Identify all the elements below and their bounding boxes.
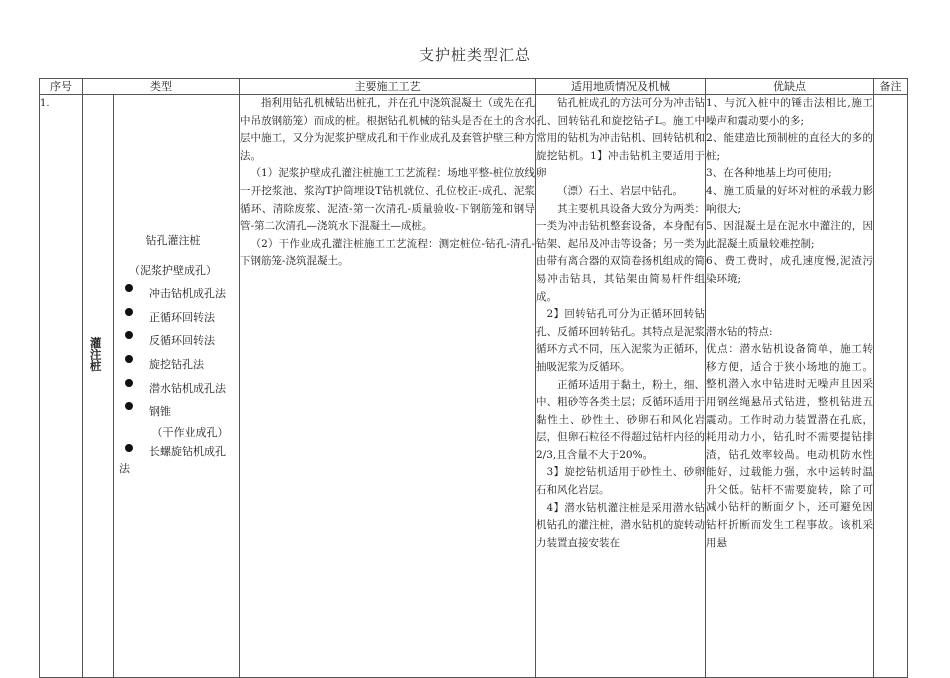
header-geology: 适用地质情况及机械 [536, 79, 706, 95]
geology-paragraph: 2】回转钻孔可分为正循环回转钻孔、反循环回转钻孔。其特点是泥浆循环方式不同，压入泥浆为正循环，抽吸泥浆为反循环。 [536, 308, 705, 373]
header-pros-cons: 优缺点 [706, 79, 874, 95]
geology-paragraph: 正循环适用于黏土，粉土，细、中、粗砂等各类土层；反循环适用于黏性土、砂性土、砂卵石和风化岩层，但卵石粒径不得超过钻杆内径的2/3,且含量不大于20%。 [536, 378, 705, 461]
header-type: 类型 [83, 79, 240, 95]
category-divider [113, 95, 114, 677]
pros-cons-item: 6、费工费时，成孔速度慢,泥渣污染环境; [706, 255, 873, 285]
process-paragraph: 指利用钻孔机械钻出桩孔，并在孔中浇筑混凝土（或先在孔中吊放钢筋笼）而成的桩。根据钻孔机械的钻头是否在土的含水层中施工，又分为泥浆护壁成孔和干作业成孔及套管护壁三种方法。 [240, 97, 535, 162]
category-label: 灌注桩 [88, 337, 103, 372]
geology-paragraph: 3】旋挖钻机适用于砂性土、砂卵石和风化岩层。 [536, 466, 705, 497]
list-item-continuation: 法 [119, 461, 130, 475]
table-row [40, 95, 908, 678]
bullet-icon [125, 308, 133, 316]
header-process: 主要施工工艺 [240, 79, 536, 95]
type-group-wet: （泥浆护壁成孔） [129, 263, 217, 277]
header-seq: 序号 [40, 79, 83, 95]
list-item: 旋挖钻孔法 [117, 353, 243, 377]
row-seq: 1. [40, 98, 50, 109]
bullet-icon [125, 355, 133, 363]
pros-cons-item: 5、因混凝土是在泥水中灌注的，因此混凝土质量较难控制; [706, 220, 873, 250]
row-seq-cell [40, 95, 83, 678]
list-item: 钢锥 [117, 400, 243, 424]
pros-cons-item: 1、与沉入桩中的锤击法相比,施工噪声和震动要小的多; [706, 97, 873, 127]
bullet-icon [125, 402, 133, 410]
process-paragraph: （2）干作业成孔灌注桩施工工艺流程：测定桩位-钻孔-清孔-下钢筋笼-浇筑混凝土。 [240, 237, 535, 268]
bullet-icon [125, 444, 133, 452]
list-item: 长螺旋钻机成孔 [117, 443, 243, 460]
process-cell [240, 95, 536, 678]
bullet-icon [125, 379, 133, 387]
pros-cons-spacer [706, 289, 873, 324]
geology-cell [536, 95, 706, 678]
list-item: 潜水钻机成孔法 [117, 377, 243, 401]
process-paragraph: （1）泥浆护壁成孔灌注桩施工工艺流程：场地平整-桩位放线一开挖浆池、浆沟T护筒埋设T钻机就位、孔位校正-成孔、泥浆循环、清除废浆、泥渣-第一次清孔-质量验收-下钢筋笼和钢导管-第二次清孔—浇筑水下混凝土—成桩。 [240, 167, 535, 233]
pile-types-table [39, 78, 908, 678]
type-group-dry: （干作业成孔） [151, 425, 229, 439]
pros-cons-cell [706, 95, 874, 678]
list-item: 正循环回转法 [117, 306, 243, 330]
geology-paragraph: （漂）石土、岩层中钻孔。 [557, 184, 683, 197]
list-item: 冲击钻机成孔法 [117, 282, 243, 306]
pros-cons-item: 潜水钻的特点: [706, 325, 773, 338]
header-remarks: 备注 [874, 79, 908, 95]
geology-paragraph: 4】潜水钻机灌注桩是采用潜水钻机钻孔的灌注桩，潜水钻机的旋转动力装置直接安装在 [536, 501, 705, 549]
page-title: 支护桩类型汇总 [418, 46, 531, 64]
list-item: 反循环回转法 [117, 329, 243, 353]
geology-paragraph: 钻孔桩成孔的方法可分为冲击钻孔、回转钻孔和旋挖钻孑L。施工中常用的钻机为冲击钻机、回转钻机和旋挖钻机。1】冲击钻机主要适用于卵 [536, 97, 705, 180]
pros-cons-item: 2、能建造比预制桩的直径大的多的桩; [706, 132, 873, 162]
geology-paragraph: 其主要机具设备大致分为两类：一类为冲击钻机整套设备，本身配有钻架、起吊及冲击等设备；另一类为由带有离合器的双筒卷扬机组成的简易冲击钻具，其钻架由简易杆件组成。 [536, 202, 705, 303]
type-list [117, 229, 243, 477]
bullet-icon [125, 284, 133, 292]
table-header-row [40, 79, 908, 95]
type-cell [83, 95, 240, 678]
remarks-cell [874, 95, 908, 678]
bullet-icon [125, 331, 133, 339]
pros-cons-item: 3、在各种地基上均可使用; [706, 167, 832, 180]
type-title: 钻孔灌注桩 [145, 234, 201, 247]
pros-cons-item: 优点：潜水钻机设备简单，施工转移方便，适合于狭小场地的施工。整机潜入水中钻进时无噪声且因采用钢丝绳悬吊式钻进，整机钻进五震动。工作时动力装置潜在孔底，耗用动力小，钻孔时不需要提钻排渣，钻孔效率较咼。电动机防水性能好，过载能力强，水中运转时温升父低。钻杆不需要旋转，除了可减小钻杆的断面夕卜，还可避免因钻杆折断而发生工程事故。该机采用悬 [706, 343, 873, 549]
pros-cons-item: 4、施工质量的好坏对桩的承载力影响很大; [706, 184, 873, 215]
